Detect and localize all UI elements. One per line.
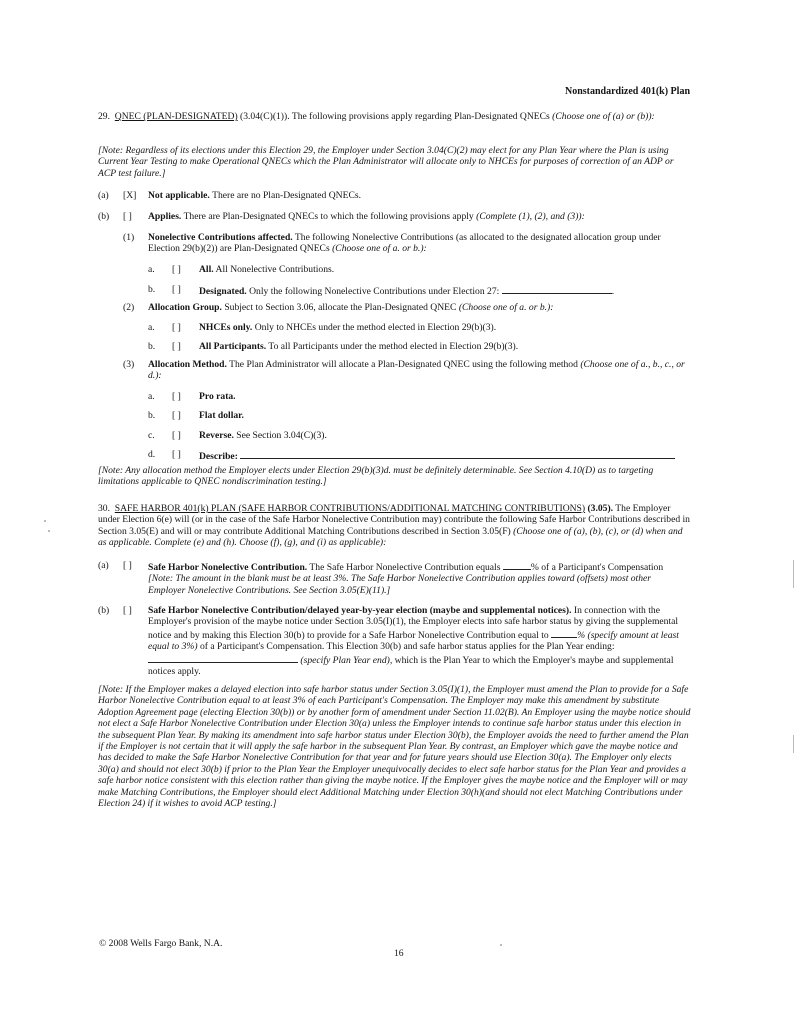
option-b-text: [148, 605, 691, 677]
option-a-checkbox[interactable]: [ ]: [123, 560, 132, 571]
option-choose: (Complete (1), (2), and (3)):: [476, 211, 585, 222]
choice-title: Describe:: [199, 451, 238, 462]
section-30-note: [Note: If the Employer makes a delayed election into safe harbor status under Section 3.05(I)(1), the Employer must amend the Plan to provide for a Safe Harbor Nonelective Contribution equal to at least 3% of each Participant's Compensation. The Employer may make this amendment by substitute Adoption Agreement page (electing Election 30(b)) or by another form of amendment under Section 11.02(B). An Employer using the maybe notice should not elect a Safe Harbor Nonelective Contribution under Election 30(a) unless the Employer intends to continue safe harbor status under this election in the subsequent Plan Year. By making its amendment into safe harbor status under Election 30(b), the Employer avoids the need to further amend the Plan if the Employer is not certain that it will apply the safe harbor in the subsequent Plan Year. By contrast, an Employer which gave the maybe notice and has decided to make the Safe Harbor Nonelective Contribution for that year and for future years should use Election 30(a). The Employer only elects 30(a) and should not elect 30(b) if prior to the Plan Year the Employer unequivocally decides to elect safe harbor status for the Plan Year and provides a safe harbor notice consistent with this election rather than giving the maybe notice. If the Employer gives the maybe notice and the Employer will or may make Matching Contributions, the Employer should elect Additional Matching under Election 30(h)(and should not elect Matching Contributions under Election 24) if it wishes to avoid ACP testing.]: [98, 684, 691, 810]
section-title: QNEC (PLAN-DESIGNATED): [114, 111, 238, 122]
choice-desc: All Nonelective Contributions.: [215, 264, 335, 275]
option-title: Safe Harbor Nonelective Contribution/delayed year-by-year election (maybe and supplemental notices).: [148, 605, 572, 616]
scan-speck: [793, 560, 794, 588]
option-title: Safe Harbor Nonelective Contribution.: [148, 562, 308, 573]
option-desc-2: % of a Participant's Compensation: [530, 562, 664, 573]
choice-checkbox[interactable]: [ ]: [172, 449, 181, 460]
choice-checkbox[interactable]: [ ]: [172, 410, 181, 421]
scan-speck: [793, 735, 794, 753]
option-title: Not applicable.: [148, 190, 210, 201]
section-number: 30.: [98, 503, 110, 514]
option-desc: In connection with the Employer's provision of the maybe notice under Section 3.05(I)(1), the Employer elects into safe harbor status by giving the supplemental notice and by making this Election 30(b) to provide for a Safe Harbor Nonelective Contribution equal to: [148, 605, 679, 641]
choice-title: Flat dollar.: [199, 410, 244, 421]
choice-label: c.: [148, 430, 155, 441]
section-choose: (Choose one of (a) or (b)):: [552, 111, 655, 122]
subitem-1-label: (1): [123, 232, 135, 243]
option-desc-4: (specify Plan Year end),: [300, 654, 393, 666]
option-desc-5: which is the Plan Year to which the Employer's maybe and supplemental notices apply.: [148, 654, 674, 678]
choice-label: a.: [148, 391, 155, 402]
option-a-text: [148, 560, 690, 596]
plan-year-blank[interactable]: [148, 653, 298, 663]
choice-title: Designated.: [199, 286, 247, 297]
choice-checkbox[interactable]: [ ]: [172, 264, 181, 275]
option-a-label: (a): [98, 190, 109, 201]
subitem-title: Nonelective Contributions affected.: [148, 232, 293, 243]
page-header: Nonstandardized 401(k) Plan: [564, 86, 690, 97]
option-note: [Note: The amount in the blank must be at least 3%. The Safe Harbor Nonelective Contribution applies toward (offsets) most other Employer Nonelective Contributions. See Section 3.05(E)(11).]: [148, 573, 652, 596]
scan-speck: [500, 944, 502, 946]
section-intro: The following provisions apply regarding Plan-Designated QNECs: [291, 111, 550, 122]
option-a-text: [148, 190, 688, 201]
option-a-checkbox[interactable]: [X]: [123, 190, 137, 201]
subitem-3-label: (3): [123, 359, 135, 370]
choice-label: d.: [148, 449, 156, 460]
choice-text: Designated. Only the following Nonelective Contributions under Election 27: .: [199, 286, 615, 297]
choice-title: NHCEs only.: [199, 322, 253, 333]
subitem-title: Allocation Method.: [148, 359, 227, 370]
subitem-desc: Subject to Section 3.06, allocate the Plan-Designated QNEC: [224, 302, 457, 313]
section-choose: (Choose one of (a), (b), (c), or (d) when and as applicable. Complete (e) and (h). Choose (f), (g), and (i) as applicable):: [98, 525, 683, 549]
subitem-2-text: [148, 302, 690, 313]
option-desc: The Safe Harbor Nonelective Contribution equals: [309, 562, 501, 573]
section-29-note: [Note: Regardless of its elections under this Election 29, the Employer under Section 3.04(C)(2) may elect for any Plan Year where the Plan is using Current Year Testing to make Operational QNECs which the Plan Administrator will allocate only to NHCEs for purposes of correction of an ADP or ACP test failure.]: [98, 145, 674, 179]
fill-in-blank[interactable]: [502, 284, 612, 294]
choice-desc: Only the following Nonelective Contributions under Election 27:: [249, 286, 500, 297]
choice-checkbox[interactable]: [ ]: [172, 322, 181, 333]
subitem-title: Allocation Group.: [148, 302, 222, 313]
choice-text: [199, 449, 689, 462]
choice-label: a.: [148, 264, 155, 275]
section-29-heading: [98, 111, 690, 122]
option-a-label: (a): [98, 560, 109, 571]
choice-label: b.: [148, 341, 156, 352]
subitem-desc: The following Nonelective Contributions (as allocated to the designated allocation group under Election 29(b)(2)) are Plan-Designated QNECs: [148, 232, 661, 255]
subitem-choose: (Choose one of a., b., c., or d.):: [148, 359, 685, 382]
choice-label: b.: [148, 284, 156, 295]
choice-title: All.: [199, 264, 214, 275]
scan-speck: [48, 530, 50, 532]
choice-text: [199, 322, 689, 333]
choice-desc: To all Participants under the method elected in Election 29(b)(3).: [268, 341, 519, 352]
section-30-heading: [98, 503, 692, 549]
section-ref: (3.04(C)(1)).: [240, 111, 290, 122]
option-b-checkbox[interactable]: [ ]: [123, 211, 132, 222]
subitem-1-text: [148, 232, 690, 255]
choice-desc: See Section 3.04(C)(3).: [236, 430, 327, 441]
choice-label: b.: [148, 410, 156, 421]
option-b-text: [148, 211, 693, 222]
option-title: Applies.: [148, 211, 182, 222]
section-ref: (3.05).: [587, 503, 614, 514]
option-desc: There are Plan-Designated QNECs to which the following provisions apply: [183, 211, 474, 222]
section-intro: The Employer under Election 6(e) will (or in the case of the Safe Harbor Nonelective Contribution may) contribute the following Safe Harbor Contributions described in Section 3.05(E) and will or may contribute Additional Matching Contributions described in Section 3.05(F): [98, 503, 690, 537]
describe-blank[interactable]: [240, 449, 675, 459]
section-title: SAFE HARBOR 401(k) PLAN (SAFE HARBOR CONTRIBUTIONS/ADDITIONAL MATCHING CONTRIBUTIONS): [114, 503, 586, 514]
option-desc-2: % (specify amount at least equal to 3%): [148, 629, 679, 653]
choice-title: Reverse.: [199, 430, 234, 441]
page-number: 16: [394, 948, 404, 959]
subitem-2-label: (2): [123, 302, 135, 313]
subitem-choose: (Choose one of a. or b.):: [458, 302, 554, 313]
scan-speck: [44, 520, 46, 522]
choice-checkbox[interactable]: [ ]: [172, 391, 181, 402]
option-desc: There are no Plan-Designated QNECs.: [212, 190, 362, 201]
subitem-3-text: [148, 359, 690, 382]
percent-blank[interactable]: [551, 628, 577, 638]
section-29-note-2: [Note: Any allocation method the Employer elects under Election 29(b)(3)d. must be definitely determinable. See Section 4.10(D) as to targeting limitations applicable to QNEC nondiscrimination testing.]: [98, 465, 654, 488]
choice-title: All Participants.: [199, 341, 267, 352]
choice-checkbox[interactable]: [ ]: [172, 284, 181, 295]
choice-desc: Only to NHCEs under the method elected in Election 29(b)(3).: [254, 322, 497, 333]
option-b-checkbox[interactable]: [ ]: [123, 605, 132, 616]
option-b-label: (b): [98, 605, 110, 616]
choice-checkbox[interactable]: [ ]: [172, 341, 181, 352]
subitem-desc: The Plan Administrator will allocate a Plan-Designated QNEC using the following method: [229, 359, 578, 370]
choice-title: Pro rata.: [199, 391, 236, 402]
option-desc-3: of a Participant's Compensation. This Election 30(b) and safe harbor status applies for the Plan Year ending:: [199, 641, 615, 653]
section-number: 29.: [98, 111, 110, 122]
option-b-label: (b): [98, 211, 110, 222]
copyright: © 2008 Wells Fargo Bank, N.A.: [99, 938, 223, 949]
choice-checkbox[interactable]: [ ]: [172, 430, 181, 441]
choice-text: [199, 341, 689, 352]
choice-text: [199, 430, 689, 441]
percent-blank[interactable]: [503, 560, 531, 570]
choice-label: a.: [148, 322, 155, 333]
choice-text: [199, 264, 689, 275]
subitem-choose: (Choose one of a. or b.):: [332, 243, 427, 255]
